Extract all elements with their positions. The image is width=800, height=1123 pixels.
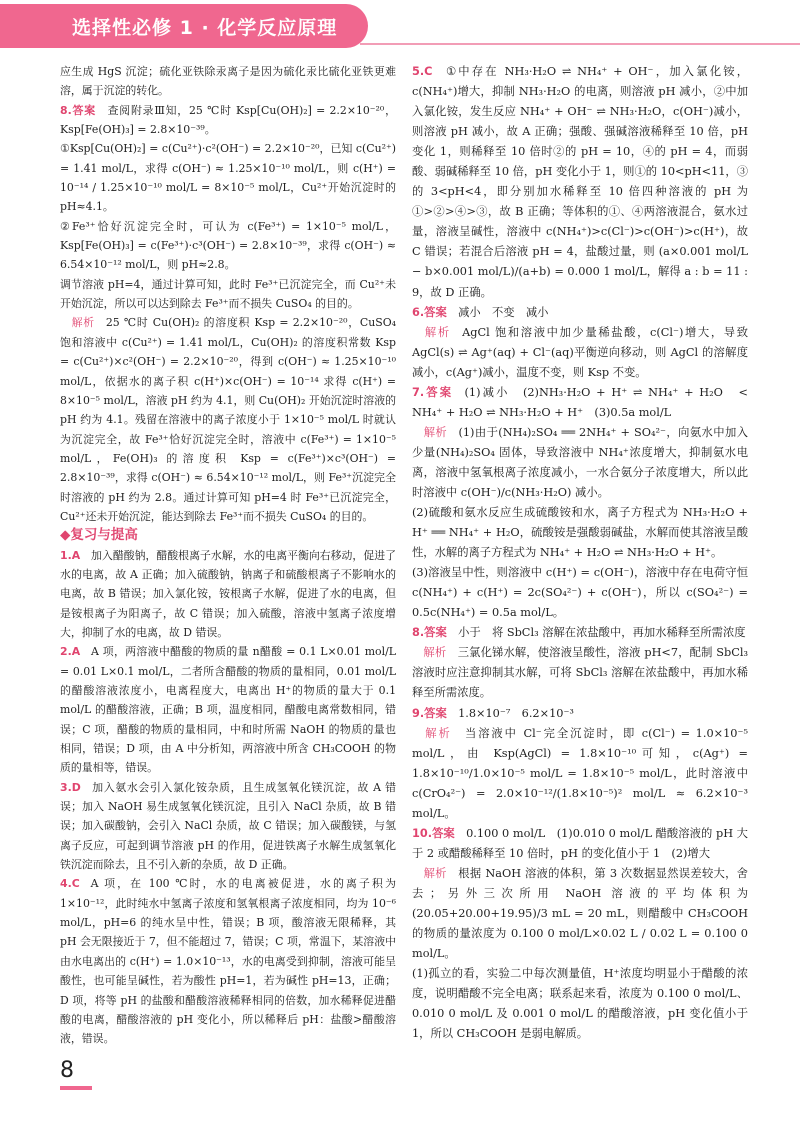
answer-label: C	[424, 65, 433, 78]
answer-paragraph	[412, 303, 748, 323]
explanation-label: 解析	[423, 726, 452, 740]
answer-label: A	[71, 548, 81, 562]
answer-label: 答案	[432, 826, 455, 840]
paragraph-text: 0.100 0 mol/L (1)0.010 0 mol/L 醋酸溶液的 pH 大于 2 或醋酸稀释至 10 倍时，pH 的变化值小于 1 (2)增大	[412, 826, 748, 860]
paragraph-text: 三氯化锑水解，使溶液呈酸性，溶液 pH<7，配制 SbCl₃ 溶液时应注意抑制其水解，可将 SbCl₃ 溶解在浓盐酸中，再加水稀释至所需浓度。	[412, 646, 748, 700]
body-paragraph	[60, 275, 396, 314]
answer-label: 答案	[424, 305, 447, 319]
paragraph-text: 查阅附录Ⅲ知，25 ℃时 Ksp[Cu(OH)₂] = 2.2×10⁻²⁰，Ksp[Fe(OH)₃] = 2.8×10⁻³⁹。	[60, 103, 396, 137]
question-number: 10.	[412, 826, 433, 840]
explanation-label: 解析	[70, 316, 95, 330]
page-number: 8	[60, 1058, 74, 1083]
answer-label: 答案	[424, 626, 447, 640]
explanation-paragraph	[412, 864, 748, 964]
paragraph-text: ①Ksp[Cu(OH)₂] = c(Cu²⁺)·c²(OH⁻) = 2.2×10⁻²⁰，已知 c(Cu²⁺) = 1.41 mol/L，求得 c(OH⁻) ≈ 1.25×10⁻¹⁰ mol/L，则 c(H⁺) = 10⁻¹⁴ / 1.25×10⁻¹⁰ mol/L = 8×10⁻⁵ mol/L，Cu²⁺开始沉淀时的 pH≈4.1。	[60, 142, 396, 214]
paragraph-text: (1)减小 (2)NH₃·H₂O + H⁺ ⇌ NH₄⁺ + H₂O < NH₄⁺ + H₂O ⇌ NH₃·H₂O + H⁺ (3)0.5a mol/L	[412, 385, 760, 419]
section-heading: ◆复习与提高	[60, 527, 138, 544]
question-number: 4.	[60, 877, 72, 891]
body-paragraph	[60, 139, 396, 216]
body-paragraph	[60, 217, 396, 275]
paragraph-text: 根据 NaOH 溶液的体积，第 3 次数据显然误差较大，舍去；另外三次所用 NaOH 溶液的平均体积为 (20.05+20.00+19.95)/3 mL = 20 mL，则醋酸中 CH₃COOH 的物质的量浓度为 0.100 0 mol/L×0.02 L / 0.02 L = 0.100 0 mol/L。	[412, 866, 748, 961]
paragraph-text: 当溶液中 Cl⁻完全沉淀时，即 c(Cl⁻) = 1.0×10⁻⁵ mol/L，由 Ksp(AgCl) = 1.8×10⁻¹⁰可知，c(Ag⁺) = 1.8×10⁻¹⁰/1.0×10⁻⁵ mol/L = 1.8×10⁻⁵ mol/L，此时溶液中 c(CrO₄²⁻) = 2.0×10⁻¹²/(1.8×10⁻⁵)² mol/L ≈ 6.2×10⁻³ mol/L。	[412, 726, 748, 820]
question-number: 2.	[60, 645, 72, 659]
question-number: 5.	[412, 65, 425, 78]
paragraph-text: ②Fe³⁺恰好沉淀完全时，可认为 c(Fe³⁺) = 1×10⁻⁵ mol/L，Ksp[Fe(OH)₃] = c(Fe³⁺)·c³(OH⁻) = 2.8×10⁻³⁹，求得 c(OH⁻) ≈ 6.54×10⁻¹² mol/L，则 pH≈2.8。	[60, 219, 396, 272]
paragraph-text: 加入醋酸钠，醋酸根离子水解，水的电离平衡向右移动，促进了水的电离，故 A 正确；加入硫酸钠，钠离子和硫酸根离子不影响水的电离，故 B 错误；加入氯化铵，铵根离子水解，促进了水的电离，但是铵根离子为阳离子，故 C 错误；加入硫酸，溶液中氢离子浓度增大，抑制了水的电离，故 D 错误。	[60, 548, 396, 639]
paragraph-text: 应生成 HgS 沉淀；硫化亚铁除汞离子是因为硫化汞比硫化亚铁更难溶，属于沉淀的转化。	[60, 65, 396, 98]
answer-paragraph	[60, 778, 396, 875]
answer-paragraph	[412, 62, 748, 303]
answer-label: D	[71, 780, 81, 794]
explanation-paragraph	[412, 423, 748, 503]
answer-label: C	[71, 877, 80, 891]
answer-label: 答案	[424, 706, 447, 720]
body-paragraph	[412, 563, 748, 623]
book-title: 选择性必修 1 · 化学反应原理	[72, 17, 338, 39]
paragraph-text: (1)孤立的看，实验二中每次测量值，H⁺浓度均明显小于醋酸的浓度，说明醋酸不完全电离；联系起来看，浓度为 0.100 0 mol/L、0.010 0 mol/L 及 0.001 0 mol/L 的醋酸溶液，pH 变化值小于 1，所以 CH₃COOH 是弱电解质。	[412, 967, 748, 1041]
paragraph-text: 小于 将 SbCl₃ 溶解在浓盐酸中，再加水稀释至所需浓度	[458, 626, 746, 640]
answer-paragraph	[412, 704, 748, 724]
answer-paragraph	[60, 101, 396, 140]
explanation-label: 解析	[423, 325, 451, 339]
question-number: 7.	[412, 385, 425, 399]
page-header	[0, 0, 800, 52]
explanation-paragraph	[60, 313, 396, 526]
paragraph-text: 调节溶液 pH=4，通过计算可知，此时 Fe³⁺已沉淀完全，而 Cu²⁺未开始沉淀，所以可以达到除去 Fe³⁺而不损失 CuSO₄ 的目的。	[60, 277, 396, 311]
answer-paragraph	[60, 874, 396, 1048]
paragraph-text: A 项，两溶液中醋酸的物质的量 n醋酸 = 0.1 L×0.01 mol/L = 0.01 L×0.1 mol/L，二者所含醋酸的物质的量相同，0.01 mol/L 的醋酸溶液浓度小，电离程度大，电离出 H⁺的物质的量大于 0.1 mol/L 的醋酸溶液，正确；B 项，温度相同，醋酸电离常数相同，错误；C 项，醋酸的物质的量相同，中和时所需 NaOH 的物质的量也相同，错误；D 项，由 A 中分析知，两溶液中所含 CH₃COOH 的物质的量相等，错误。	[60, 645, 396, 775]
question-number: 1.	[60, 548, 72, 562]
paragraph-text: (2)硫酸和氨水反应生成硫酸铵和水，离子方程式为 NH₃·H₂O + H⁺ ══ NH₄⁺ + H₂O，硫酸铵是强酸弱碱盐，水解而使其溶液呈酸性，水解的离子方程式为 NH₄⁺ + H₂O ⇌ NH₃·H₂O + H⁺。	[412, 506, 748, 560]
answer-paragraph	[412, 623, 748, 643]
paragraph-text: A 项，在 100 ℃时，水的电离被促进，水的离子积为 1×10⁻¹²，此时纯水中氢离子浓度和氢氧根离子浓度相同，均为 10⁻⁶ mol/L，pH=6 的纯水呈中性，错误；B 项，酸溶液无限稀释，其 pH 会无限接近于 7，但不能超过 7，错误；C 项，常温下，某溶液中由水电离出的 c(H⁺) = 1.0×10⁻¹³，水的电离受到抑制，溶液可能呈酸性，也可能呈碱性，若为酸性 pH=1，若为碱性 pH=13，正确；D 项，将等 pH 的盐酸和醋酸溶液稀释相同的倍数，加水稀释促进醋酸的电离，醋酸溶液的 pH 变化小，所以稀释后 pH：盐酸>醋酸溶液，错误。	[60, 877, 396, 1046]
body-paragraph	[60, 62, 396, 101]
paragraph-text: (1)由于(NH₄)₂SO₄ ══ 2NH₄⁺ + SO₄²⁻，向氨水中加入少量(NH₄)₂SO₄ 固体，导致溶液中 NH₄⁺浓度增大，抑制氨水电离，溶液中氢氧根离子浓度减小，一水合氨分子浓度增大，所以此时溶液中 c(OH⁻)/c(NH₃·H₂O) 减小。	[412, 425, 748, 499]
right-column	[412, 62, 760, 1072]
answer-label: 答案	[424, 385, 454, 399]
question-number: 3.	[60, 780, 72, 794]
left-column	[60, 62, 396, 1072]
answer-label: 答案	[71, 103, 96, 117]
explanation-paragraph	[412, 724, 748, 824]
answer-label: A	[71, 645, 81, 659]
answer-paragraph	[412, 824, 748, 864]
header-rule	[360, 43, 800, 45]
paragraph-text: (3)溶液呈中性，则溶液中 c(H⁺) = c(OH⁻)，溶液中存在电荷守恒 c(NH₄⁺) + c(H⁺) = 2c(SO₄²⁻) + c(OH⁻)，所以 c(SO₄²⁻) = 0.5c(NH₄⁺) = 0.5a mol/L。	[412, 566, 748, 620]
paragraph-text: AgCl 饱和溶液中加少量稀盐酸，c(Cl⁻)增大，导致 AgCl(s) ⇌ Ag⁺(aq) + Cl⁻(aq)平衡逆向移动，则 AgCl 的溶解度减小，c(Ag⁺)减小，温度不变，则 Ksp 不变。	[412, 325, 748, 379]
answer-paragraph	[60, 642, 396, 777]
paragraph-text: ①中存在 NH₃·H₂O ⇌ NH₄⁺ + OH⁻，加入氯化铵，c(NH₄⁺)增大，抑制 NH₃·H₂O 的电离，则溶液 pH 减小，②中加入氯化铵，发生反应 NH₄⁺ + OH⁻ ⇌ NH₃·H₂O，c(OH⁻)减小，则溶液 pH 减小，故 A 正确；强酸、强碱溶液稀释至 10 倍，pH 变化 1，则稀释至 10 倍时②的 pH = 10，④的 pH = 4，而弱酸、弱碱稀释至 10 倍，pH 变化小于 1，则①的 10<pH<11，③的 3<pH<4，即分别加水稀释至 10 倍四种溶液的 pH 为①>②>④>③，故 B 正确；等体积的①、④两溶液混合，氨水过量，溶液呈碱性，溶液中 c(NH₄⁺)>c(Cl⁻)>c(OH⁻)>c(H⁺)，故 C 错误；若混合后溶液 pH = 4，盐酸过量，则 (a×0.001 mol/L − b×0.001 mol/L)/(a+b) = 0.000 1 mol/L，解得 a : b = 11 : 9，故 D 正确。	[412, 65, 749, 299]
body-paragraph	[412, 964, 748, 1044]
page-number-bar	[60, 1086, 92, 1090]
answer-paragraph	[412, 383, 760, 423]
question-number: 9.	[412, 706, 425, 720]
question-number: 8.	[60, 103, 72, 117]
answer-paragraph	[60, 546, 396, 643]
paragraph-text: 25 ℃时 Cu(OH)₂ 的溶度积 Ksp = 2.2×10⁻²⁰，CuSO₄ 饱和溶液中 c(Cu²⁺) = 1.41 mol/L，Cu(OH)₂ 的溶度积常数 Ksp = c(Cu²⁺)×c²(OH⁻) = 2.2×10⁻²⁰，得到 c(OH⁻) ≈ 1.25×10⁻¹⁰ mol/L，依据水的离子积 c(H⁺)×c(OH⁻) = 10⁻¹⁴ 求得 c(H⁺) = 8×10⁻⁵ mol/L，溶液 pH 约为 4.1，则 Cu(OH)₂ 开始沉淀时溶液的 pH 约为 4.1。残留在溶液中的离子浓度小于 1×10⁻⁵ mol/L 时就认为沉淀完全，故 Fe³⁺恰好沉淀完全时，溶液中 c(Fe³⁺) = 1×10⁻⁵ mol/L，Fe(OH)₃ 的溶度积 Ksp = c(Fe³⁺)×c³(OH⁻) = 2.8×10⁻³⁹，求得 c(OH⁻) ≈ 6.54×10⁻¹² mol/L，则 Fe³⁺沉淀完全时溶液的 pH 约为 2.8。通过计算可知 pH=4 时 Fe³⁺已沉淀完全，Cu²⁺还未开始沉淀，能达到除去 Fe³⁺而不损失 CuSO₄ 的目的。	[60, 316, 396, 523]
paragraph-text: 加入氨水会引入氯化铵杂质，且生成氢氧化镁沉淀，故 A 错误；加入 NaOH 易生成氢氧化镁沉淀，且引入 NaCl 杂质，故 B 错误；加入碳酸钠，会引入 NaCl 杂质，故 C 错误；加入碳酸镁，与氢离子反应，可起到调节溶液 pH 的作用，促进铁离子水解生成氢氧化铁沉淀而除去，且不引入新的杂质，故 D 正确。	[60, 780, 396, 872]
question-number: 6.	[412, 305, 425, 319]
body-paragraph	[412, 503, 748, 563]
explanation-paragraph	[412, 643, 748, 703]
paragraph-text: 减小 不变 减小	[458, 305, 549, 319]
explanation-label: 解析	[423, 866, 447, 880]
question-number: 8.	[412, 626, 425, 640]
paragraph-text: 1.8×10⁻⁷ 6.2×10⁻³	[458, 706, 574, 720]
explanation-label: 解析	[423, 425, 448, 439]
explanation-paragraph	[412, 323, 748, 383]
explanation-label: 解析	[423, 646, 447, 660]
